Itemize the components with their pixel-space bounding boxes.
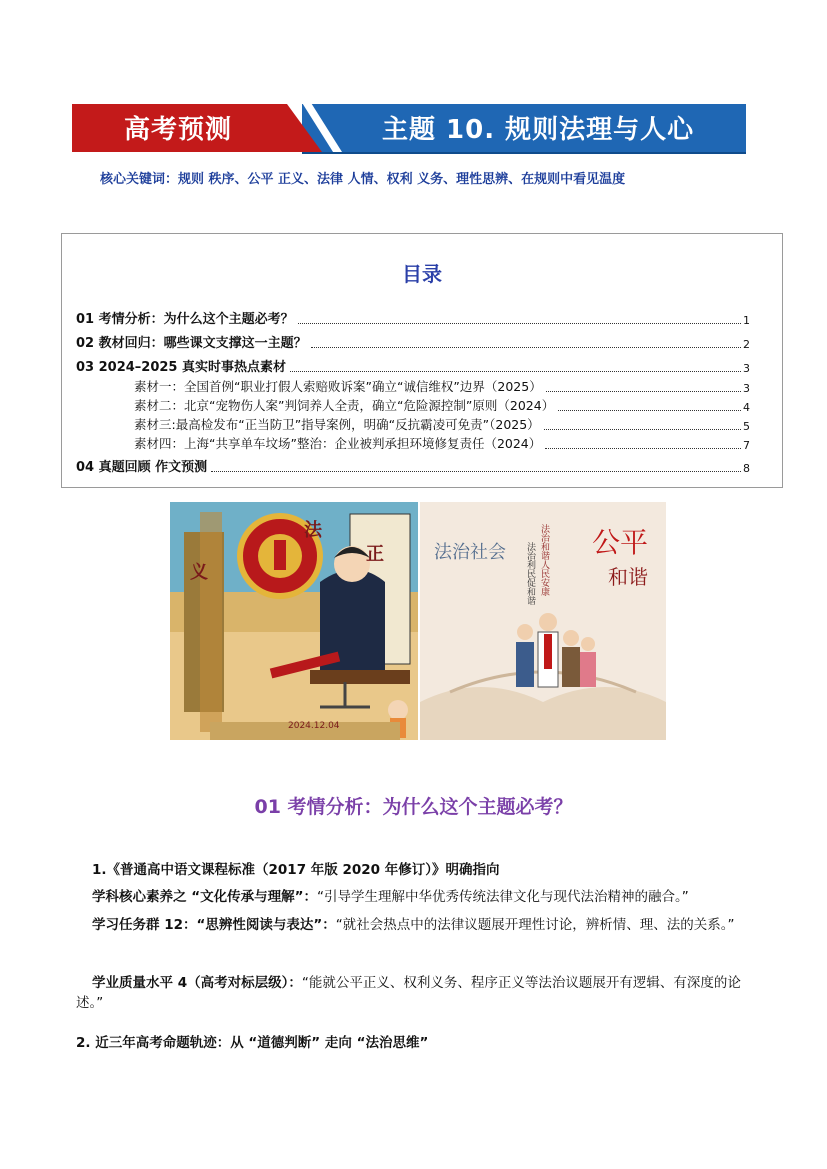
toc-leader [545,448,741,449]
toc-page-number: 2 [743,338,750,351]
toc-entry-text: 04 真题回顾 作文预测 [76,460,208,475]
toc-page-number: 3 [743,362,750,375]
toc-entry-material-3[interactable] [134,415,750,433]
toc-page-number: 5 [743,420,750,433]
toc-page-number: 4 [743,401,750,414]
toc-entry-01[interactable] [76,308,750,327]
rule-of-law-poster-image [420,502,666,740]
toc-leader [298,323,741,324]
toc-entry-02[interactable] [76,332,750,351]
quality-level-label: 学业质量水平 4（高考对标层级）： [92,975,302,991]
toc-entry-material-1[interactable] [134,377,750,395]
section-title: 01 考情分析：为什么这个主题必考？ [254,796,573,818]
task-group-paragraph [76,915,760,935]
poster-small-text: 法治社会 [434,542,506,563]
toc-page-number: 1 [743,314,750,327]
toc-leader [211,471,741,472]
poster-char-yi: 义 [190,562,208,583]
toc-title: 目录 [402,262,442,286]
toc-entry-material-2[interactable] [134,396,750,414]
header-banner [72,104,746,154]
poster-char-zheng: 正 [366,544,384,565]
toc-entry-text: 素材一：全国首例“职业打假人索赔败诉案”确立“诚信维权”边界（2025） [134,379,542,394]
banner-left-title: 高考预测 [124,115,233,145]
toc-entry-text: 01 考情分析：为什么这个主题必考？ [76,312,294,327]
toc-leader [558,410,741,411]
toc-entry-text: 素材二：北京“宠物伤人案”判饲养人全责，确立“危险源控制”原则（2024） [134,398,555,413]
toc-leader [546,391,741,392]
quality-level-paragraph [76,973,760,1013]
task-group-label: 学习任务群 12：“思辨性阅读与表达”： [92,917,336,933]
poster-char-fa: 法 [304,520,322,541]
poster-vertical-text-1: 法治和谐人民安康 [539,524,549,596]
task-group-text: “就社会热点中的法律议题展开理性讨论，辨析情、理、法的关系。” [335,917,735,933]
poster-big-text-harmony: 和谐 [608,565,648,589]
toc-page-number: 3 [743,382,750,395]
toc-leader [290,371,741,372]
core-keywords: 核心关键词：规则 秩序、公平 正义、法律 人情、权利 义务、理性思辨、在规则中看见温度 [100,172,626,187]
core-literacy-label: 学科核心素养之 “文化传承与理解”： [92,889,317,905]
toc-entry-text: 素材四：上海“共享单车坟场”整治：企业被判承担环境修复责任（2024） [134,436,542,451]
toc-page-number: 8 [743,462,750,475]
exam-trend-heading: 2. 近三年高考命题轨迹：从 “道德判断” 走向 “法治思维” [76,1035,429,1051]
banner-right-title: 主题 10. 规则法理与人心 [382,115,695,145]
toc-entry-04[interactable] [76,456,750,475]
toc-entry-text: 02 教材回归：哪些课文支撑这一主题？ [76,336,307,351]
core-literacy-text: “引导学生理解中华优秀传统法律文化与现代法治精神的融合。” [316,889,689,905]
toc-leader [544,429,741,430]
justice-poster-image [170,502,418,740]
poster-big-text-fairness: 公平 [592,526,649,559]
quality-level-text: “能就公平正义、权利义务、程序正义等法治议题展开有逻辑、有深度的论述。” [76,975,741,1011]
curriculum-standard-heading: 1.《普通高中语文课程标准（2017 年版 2020 年修订）》明确指向 [92,862,500,878]
poster-vertical-text-2: 法治利民促和谐 [525,542,535,605]
toc-entry-03[interactable] [76,356,750,375]
poster-date: 2024.12.04 [288,721,340,731]
toc-entry-material-4[interactable] [134,434,750,452]
table-of-contents [61,233,783,488]
toc-entry-text: 03 2024–2025 真实时事热点素材 [76,360,287,375]
toc-leader [311,347,741,348]
toc-page-number: 7 [743,439,750,452]
toc-entry-text: 素材三:最高检发布“正当防卫”指导案例，明确“反抗霸凌可免责”（2025） [134,417,540,432]
core-literacy-paragraph [92,887,762,907]
